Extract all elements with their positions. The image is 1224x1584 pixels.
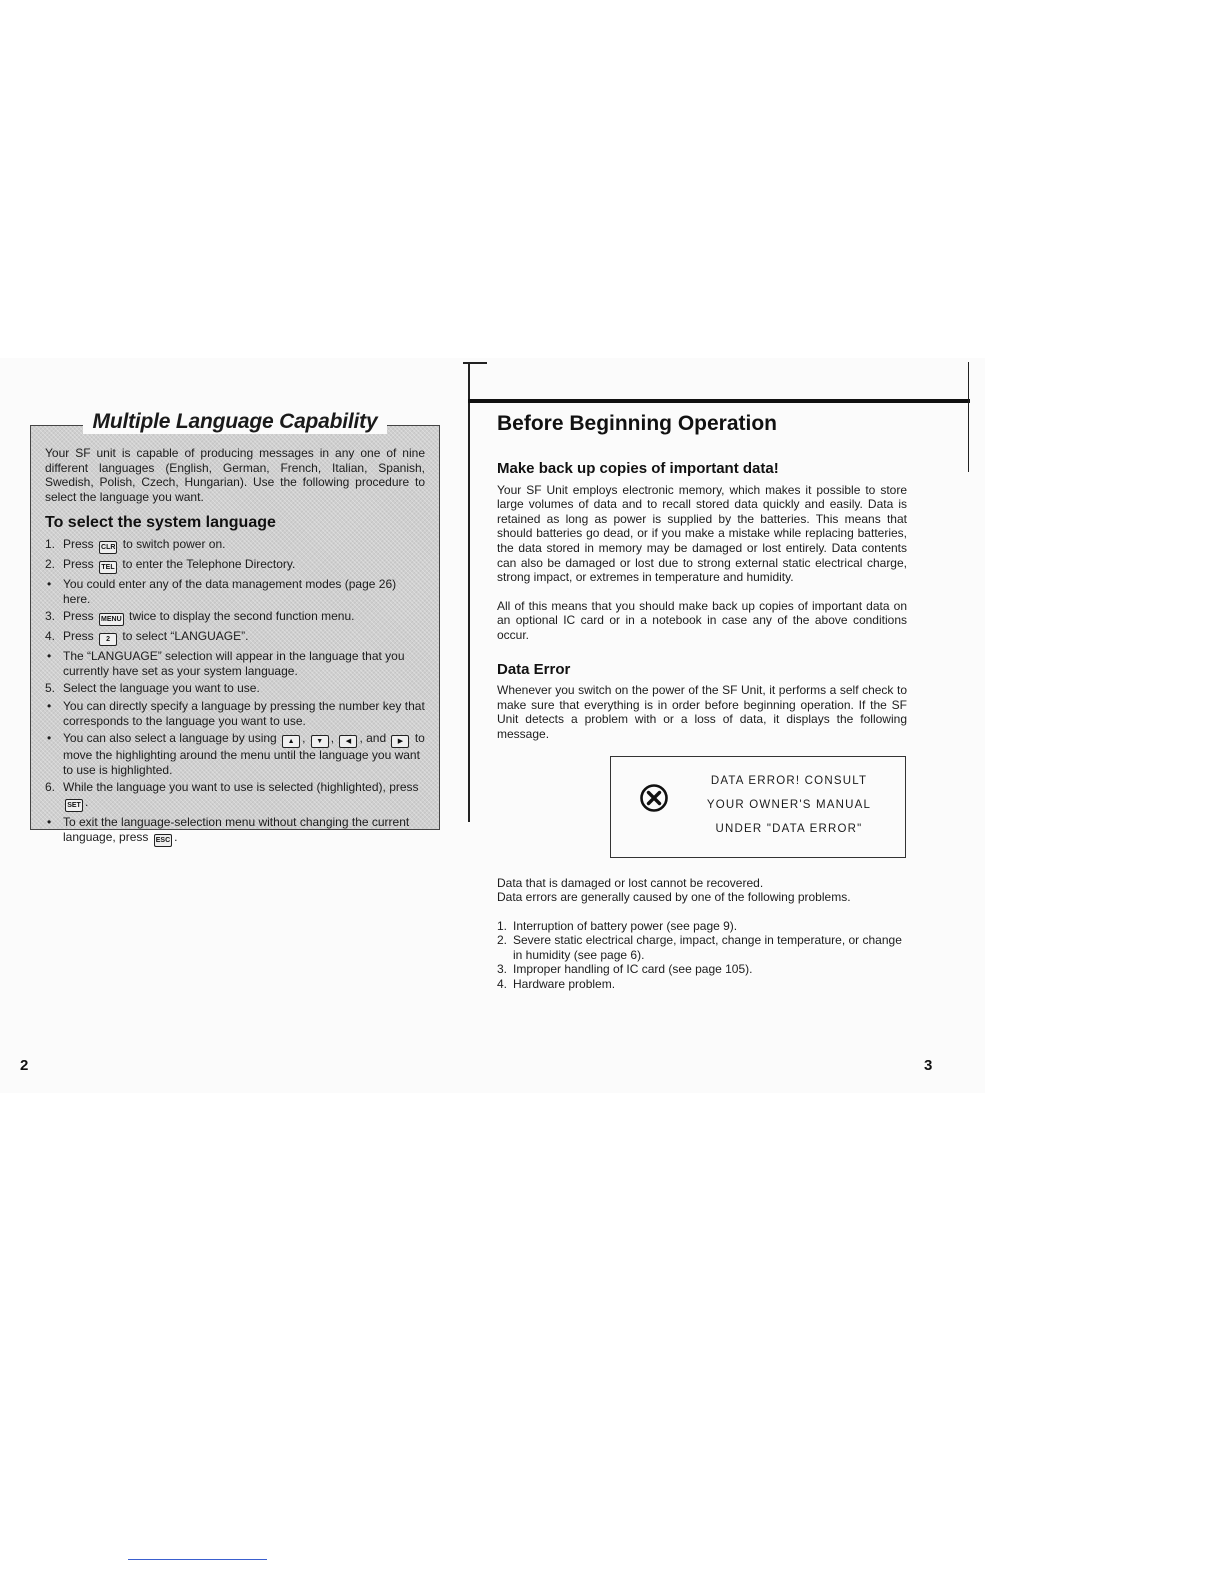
problem-item: 3. Improper handling of IC card (see page 105). <box>497 962 753 977</box>
problem-item: 4. Hardware problem. <box>497 977 616 992</box>
error-message-lines <box>691 774 887 846</box>
left-arrow-key-icon: ◀ <box>339 735 357 748</box>
step-item: • The “LANGUAGE” selection will appear in the language that you currently have set as your system language. <box>47 649 405 678</box>
language-title-wrap <box>31 410 439 434</box>
error-line: YOUR OWNER'S MANUAL <box>706 798 872 811</box>
backup-paragraph-2: All of this means that you should make back up copies of important data on an optional IC card or in a notebook in case any of the above conditions occur. <box>497 598 907 642</box>
step-marker: 6. <box>45 780 56 795</box>
data-error-heading: Data Error <box>497 660 571 678</box>
step-marker: 2. <box>45 556 56 571</box>
step-item: 2. Press TEL to enter the Telephone Directory. <box>45 557 425 574</box>
esc-key-icon: ESC <box>154 834 172 847</box>
problem-marker: 4. <box>497 977 508 992</box>
left-vertical-rule <box>468 362 470 822</box>
step-marker: • <box>47 814 52 829</box>
error-line: DATA ERROR! CONSULT <box>710 774 868 787</box>
left-page-number: 2 <box>20 1057 29 1074</box>
menu-key-icon: MENU <box>99 613 124 626</box>
step-marker: 1. <box>45 536 56 551</box>
data-error-paragraph: Whenever you switch on the power of the SF Unit, it performs a self check to make sure that everything is in order before beginning operation. If the SF Unit detects a problem with or a loss of data, it displays the following message. <box>497 683 907 741</box>
down-arrow-key-icon: ▼ <box>311 735 329 748</box>
step-item: • You can also select a language by using ▲ , ▼ , ◀ , and ▶ to move the highlighting around the menu until the language you want to use is highlighted. <box>47 731 425 777</box>
problem-marker: 3. <box>497 962 508 977</box>
step-item: 6. While the language you want to use is selected (highlighted), press SET . <box>45 780 425 812</box>
right-page-content <box>497 410 907 992</box>
circle-x-icon <box>639 783 669 813</box>
problem-item: 1. Interruption of battery power (see page 9). <box>497 918 738 933</box>
language-capability-box <box>30 410 440 844</box>
up-arrow-key-icon: ▲ <box>282 735 300 748</box>
recovery-notes <box>497 876 907 905</box>
step-item: • You can directly specify a language by pressing the number key that corresponds to the language you want to use. <box>47 698 425 728</box>
language-steps <box>45 537 425 847</box>
corner-rule <box>463 362 487 364</box>
step-item: • To exit the language-selection menu without changing the current language, press ESC . <box>45 815 425 847</box>
step-item: • You could enter any of the data management modes (page 26) here. <box>47 576 397 606</box>
language-title: Multiple Language Capability <box>83 410 388 434</box>
section-title: Before Beginning Operation <box>497 412 778 435</box>
step-marker: • <box>47 649 52 664</box>
problem-marker: 1. <box>497 918 508 933</box>
step-marker: • <box>47 731 52 746</box>
step-marker: • <box>47 576 52 591</box>
step-marker: 3. <box>45 609 56 624</box>
problem-list <box>497 919 907 992</box>
recovery-line: Data that is damaged or lost cannot be recovered. <box>497 875 764 890</box>
step-marker: 5. <box>45 681 56 696</box>
right-vertical-rule <box>968 362 969 472</box>
step-item: 4. Press 2 to select “LANGUAGE”. <box>45 629 425 646</box>
step-item: 5. Select the language you want to use. <box>45 681 260 696</box>
tel-key-icon: TEL <box>99 561 117 574</box>
top-horizontal-rule <box>468 399 970 403</box>
backup-paragraph-1: Your SF Unit employs electronic memory, which makes it possible to store large volumes of data and to recall stored data quickly and easily. Data is retained as long as power is supplied by the batteries. This means that should batteries go dead, or if you make a mistake while replacing batteries, the data stored in memory may be damaged or lost entirely. Data contents can also be damaged or lost due to strong external static electrical charge, strong impact, or extremes in temperature and humidity. <box>497 482 907 585</box>
language-body <box>45 446 425 850</box>
backup-heading: Make back up copies of important data! <box>497 460 779 477</box>
problem-marker: 2. <box>497 933 508 948</box>
set-key-icon: SET <box>65 799 83 812</box>
power-key-icon: CLR <box>99 541 117 554</box>
step-item: 1. Press CLR to switch power on. <box>45 537 425 554</box>
error-message-box <box>610 756 906 858</box>
language-intro: Your SF unit is capable of producing messages in any one of nine different languages (English, German, French, Italian, Spanish, Swedish, Polish, Czech, Hungarian). Use the following procedure to select the language you want. <box>45 446 425 504</box>
step-item: 3. Press MENU twice to display the second function menu. <box>45 609 425 626</box>
recovery-line: Data errors are generally caused by one of the following problems. <box>497 890 851 905</box>
right-page-number: 3 <box>924 1057 933 1074</box>
error-line: UNDER "DATA ERROR" <box>715 822 863 835</box>
language-subheading: To select the system language <box>45 514 276 532</box>
right-arrow-key-icon: ▶ <box>391 735 409 748</box>
step-marker: • <box>47 698 52 713</box>
problem-item: 2. Severe static electrical charge, impact, change in temperature, or change in humidity (see page 6). <box>497 933 902 962</box>
footer-link-underline <box>128 1559 267 1560</box>
step-marker: 4. <box>45 629 56 644</box>
number-two-key-icon: 2 <box>99 633 117 646</box>
